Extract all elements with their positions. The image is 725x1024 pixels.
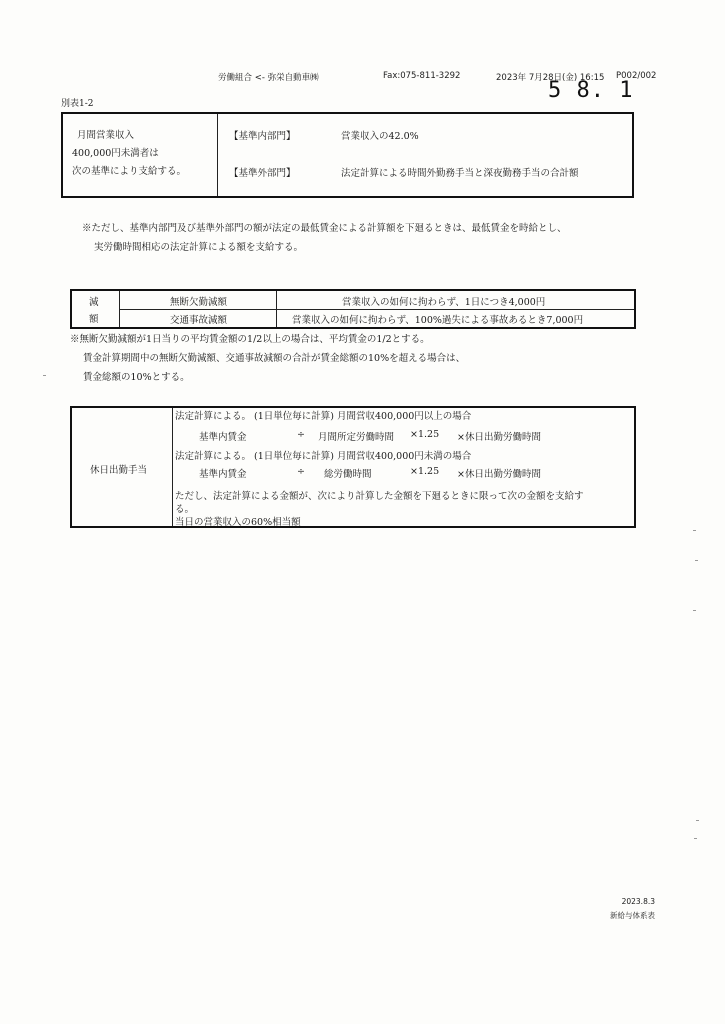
unexcused-absence-name: 無断欠勤減額 <box>170 297 228 308</box>
fax-page: P002/002 <box>616 71 657 81</box>
deduction-table <box>70 289 636 329</box>
table-label: 別表1-2 <box>61 99 94 109</box>
accident-name: 交通事故減額 <box>170 315 228 326</box>
holiday-last-line: 当日の営業収入の60%相当額 <box>175 517 301 528</box>
condition-line-2: 400,000円未満者は <box>72 148 159 159</box>
proviso-line1: ただし、法定計算による金額が、次により計算した金額を下廻るときに限って次の金額を支給す <box>175 491 584 502</box>
fax-datetime: 2023年 7月28日(金) 16:15 <box>496 73 605 83</box>
block1-op: ÷ <box>297 429 305 440</box>
block2-mult: ×1.25 <box>410 466 440 477</box>
income-table-condition <box>63 114 218 196</box>
unexcused-absence-content: 営業収入の如何に拘わらず、1日につき4,000円 <box>342 297 546 308</box>
note2-line1: ※無断欠勤減額が1日当りの平均賃金額の1/2以上の場合は、平均賃金の1/2とする。 <box>70 334 430 345</box>
note2-line3: 賃金総額の10%とする。 <box>83 372 190 383</box>
block2-b: 総労働時間 <box>324 469 372 480</box>
block1-title: 法定計算による。 (1日単位毎に計算) 月間営収400,000円以上の場合 <box>175 411 472 422</box>
block2-a: 基準内賃金 <box>199 469 247 480</box>
block1-mult: ×1.25 <box>410 429 440 440</box>
note2-line2: 賃金計算期間中の無断欠勤減額、交通事故減額の合計が賃金総額の10%を超える場合は、 <box>83 353 466 364</box>
condition-line-1: 月間営業収入 <box>77 130 135 141</box>
fax-number: Fax:075-811-3292 <box>383 71 461 81</box>
block2-c: ×休日出勤労働時間 <box>457 469 541 480</box>
holiday-table <box>70 406 636 528</box>
condition-line-3: 次の基準により支給する。 <box>72 166 187 177</box>
deduction-label-bottom: 額 <box>89 314 99 325</box>
income-table <box>61 112 634 198</box>
holiday-label: 休日出勤手当 <box>90 465 148 476</box>
handwritten-number: 5 8. 1 <box>548 78 634 103</box>
block2-title: 法定計算による。 (1日単位毎に計算) 月間営収400,000円未満の場合 <box>175 451 472 462</box>
category-standard: 【基準内部門】 <box>229 131 296 142</box>
content-nonstandard: 法定計算による時間外勤務手当と深夜勤務手当の合計額 <box>341 168 579 179</box>
block1-a: 基準内賃金 <box>199 432 247 443</box>
block1-b: 月間所定労働時間 <box>318 432 395 443</box>
fax-sender: 労働組合 <- 弥栄自動車㈱ <box>218 73 319 83</box>
note1-line1: ※ただし、基準内部門及び基準外部門の額が法定の最低賃金による計算額を下廻るときは、最低賃金を時給とし、 <box>82 223 567 234</box>
footer-title: 新給与体系表 <box>610 911 655 920</box>
accident-content: 営業収入の如何に拘わらず、100%過失による事故あるとき7,000円 <box>292 315 584 326</box>
note1-line2: 実労働時間相応の法定計算による額を支給する。 <box>94 242 304 253</box>
deduction-label-top: 減 <box>89 297 99 308</box>
content-standard: 営業収入の42.0% <box>341 131 419 142</box>
block2-op: ÷ <box>297 466 305 477</box>
category-nonstandard: 【基準外部門】 <box>229 168 296 179</box>
footer-date: 2023.8.3 <box>621 897 655 906</box>
proviso-line2: る。 <box>175 504 195 515</box>
block1-c: ×休日出勤労働時間 <box>457 432 541 443</box>
